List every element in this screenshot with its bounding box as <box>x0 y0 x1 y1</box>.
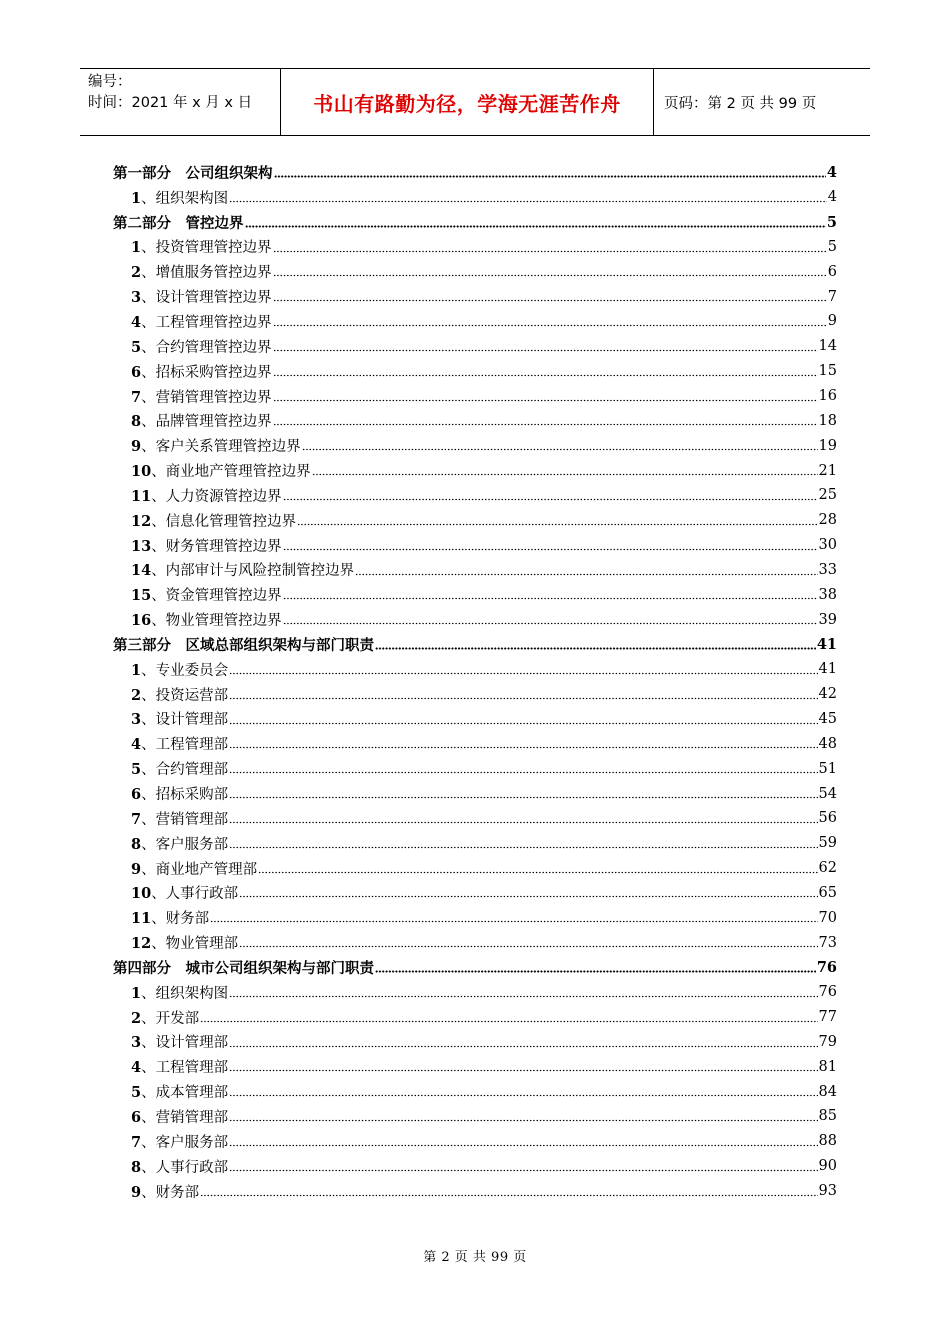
toc-subsection-entry[interactable] <box>113 359 837 384</box>
toc-entry-number: 11 <box>131 910 152 928</box>
toc-entry-number: 6 <box>131 363 142 381</box>
toc-entry-text: 、商业地产管理管控边界 <box>151 464 311 481</box>
toc-subsection-entry[interactable] <box>113 980 837 1005</box>
toc-entry-text: 、投资管理管控边界 <box>141 240 272 257</box>
toc-subsection-entry[interactable] <box>113 831 837 856</box>
toc-dot-leader <box>229 1079 817 1104</box>
toc-entry-text: 、设计管理部 <box>141 712 229 729</box>
toc-section-entry[interactable] <box>113 160 837 185</box>
toc-page-number: 56 <box>818 810 837 827</box>
toc-section-entry[interactable] <box>113 955 837 980</box>
toc-subsection-entry[interactable] <box>113 582 837 607</box>
time-label: 时间：2021 年 x 月 x 日 <box>88 95 253 111</box>
toc-page-number: 30 <box>818 537 837 554</box>
toc-dot-leader <box>239 880 817 905</box>
toc-entry-number: 8 <box>131 413 142 431</box>
toc-entry-text: 、成本管理部 <box>141 1085 229 1102</box>
toc-entry-title <box>131 982 228 1003</box>
toc-dot-leader <box>312 458 818 483</box>
toc-entry-number: 12 <box>131 512 152 530</box>
toc-subsection-entry[interactable] <box>113 284 837 309</box>
toc-page-number: 14 <box>818 338 837 355</box>
toc-entry-text: 、工程管理部 <box>141 1060 229 1077</box>
toc-subsection-entry[interactable] <box>113 558 837 583</box>
toc-entry-text: 、组织架构图 <box>141 985 229 1002</box>
toc-subsection-entry[interactable] <box>113 880 837 905</box>
toc-dot-leader <box>273 334 818 359</box>
toc-subsection-entry[interactable] <box>113 483 837 508</box>
toc-page-number: 85 <box>818 1108 837 1125</box>
toc-subsection-entry[interactable] <box>113 1079 837 1104</box>
toc-entry-title <box>131 659 228 680</box>
toc-section-entry[interactable] <box>113 210 837 235</box>
toc-dot-leader <box>229 1054 817 1079</box>
toc-entry-number: 14 <box>131 562 152 580</box>
toc-subsection-entry[interactable] <box>113 682 837 707</box>
toc-dot-leader <box>283 483 818 508</box>
toc-entry-title <box>131 1081 228 1102</box>
toc-entry-text: 第二部分 管控边界 <box>113 214 244 232</box>
toc-entry-title <box>113 212 244 233</box>
toc-entry-text: 、专业委员会 <box>141 662 229 679</box>
toc-entry-text: 、人力资源管控边界 <box>151 488 282 505</box>
toc-dot-leader <box>302 433 818 458</box>
toc-entry-text: 、合约管理管控边界 <box>141 339 272 356</box>
toc-dot-leader <box>229 185 827 210</box>
toc-entry-number: 7 <box>131 1133 142 1151</box>
toc-dot-leader <box>229 756 817 781</box>
number-label: 编号： <box>88 74 132 90</box>
toc-entry-title <box>131 410 272 431</box>
toc-subsection-entry[interactable] <box>113 1179 837 1204</box>
toc-entry-text: 、财务部 <box>151 911 210 928</box>
toc-dot-leader <box>273 359 818 384</box>
toc-dot-leader <box>229 1030 817 1055</box>
header-page-info-cell <box>654 69 870 135</box>
toc-subsection-entry[interactable] <box>113 607 837 632</box>
toc-entry-text: 、客户服务部 <box>141 836 229 853</box>
toc-dot-leader <box>273 259 827 284</box>
toc-page-number: 90 <box>818 1158 837 1175</box>
toc-entry-title <box>131 1007 199 1028</box>
toc-entry-title <box>131 932 238 953</box>
toc-subsection-entry[interactable] <box>113 707 837 732</box>
header-page-info: 页码：第 2 页 共 99 页 <box>664 95 817 112</box>
toc-page-number: 21 <box>818 462 837 479</box>
toc-dot-leader <box>375 632 816 657</box>
toc-entry-text: 、开发部 <box>141 1010 200 1027</box>
toc-entry-text: 第四部分 城市公司组织架构与部门职责 <box>113 959 374 977</box>
toc-dot-leader <box>273 408 818 433</box>
toc-entry-title <box>131 708 228 729</box>
toc-entry-number: 5 <box>131 338 142 356</box>
toc-entry-text: 、财务管理管控边界 <box>151 538 282 555</box>
toc-entry-text: 、组织架构图 <box>141 190 229 207</box>
toc-subsection-entry[interactable] <box>113 533 837 558</box>
toc-page-number: 76 <box>816 958 837 976</box>
toc-subsection-entry[interactable] <box>113 259 837 284</box>
toc-subsection-entry[interactable] <box>113 433 837 458</box>
toc-entry-number: 4 <box>131 736 142 754</box>
toc-page-number: 59 <box>818 835 837 852</box>
toc-page-number: 4 <box>826 163 837 181</box>
toc-page-number: 39 <box>818 611 837 628</box>
toc-entry-title <box>131 1031 228 1052</box>
toc-entry-number: 6 <box>131 786 142 804</box>
toc-entry-number: 1 <box>131 984 142 1002</box>
toc-entry-text: 、工程管理管控边界 <box>141 314 272 331</box>
toc-entry-number: 9 <box>131 1183 142 1201</box>
toc-subsection-entry[interactable] <box>113 657 837 682</box>
toc-entry-title <box>113 634 374 655</box>
toc-entry-number: 1 <box>131 189 142 207</box>
toc-dot-leader <box>273 235 827 260</box>
toc-entry-title <box>131 559 354 580</box>
toc-page-number: 33 <box>818 561 837 578</box>
toc-page-number: 77 <box>818 1009 837 1026</box>
toc-dot-leader <box>229 806 817 831</box>
toc-entry-title <box>131 1131 228 1152</box>
toc-entry-text: 、合约管理部 <box>141 762 229 779</box>
toc-entry-number: 10 <box>131 885 152 903</box>
toc-page-number: 62 <box>818 860 837 877</box>
toc-page-number: 93 <box>818 1183 837 1200</box>
toc-entry-number: 7 <box>131 810 142 828</box>
toc-entry-text: 、财务部 <box>141 1184 200 1201</box>
toc-subsection-entry[interactable] <box>113 1005 837 1030</box>
toc-subsection-entry[interactable] <box>113 1030 837 1055</box>
toc-entry-title <box>131 808 228 829</box>
toc-subsection-entry[interactable] <box>113 781 837 806</box>
toc-entry-number: 9 <box>131 860 142 878</box>
toc-entry-title <box>131 187 228 208</box>
toc-entry-number: 11 <box>131 487 152 505</box>
toc-entry-text: 、物业管理部 <box>151 936 239 953</box>
toc-entry-number: 9 <box>131 438 142 456</box>
toc-dot-leader <box>229 831 817 856</box>
toc-dot-leader <box>229 682 817 707</box>
toc-page-number: 4 <box>827 189 837 206</box>
toc-entry-number: 15 <box>131 587 152 605</box>
toc-page-number: 19 <box>818 437 837 454</box>
toc-entry-text: 第一部分 公司组织架构 <box>113 164 273 182</box>
toc-entry-number: 2 <box>131 686 142 704</box>
toc-subsection-entry[interactable] <box>113 309 837 334</box>
toc-dot-leader <box>273 384 818 409</box>
toc-entry-title <box>131 485 282 506</box>
toc-entry-number: 3 <box>131 711 142 729</box>
toc-page-number: 73 <box>818 934 837 951</box>
toc-dot-leader <box>229 731 817 756</box>
toc-entry-number: 1 <box>131 239 142 257</box>
toc-entry-title <box>131 386 272 407</box>
toc-page-number: 51 <box>818 760 837 777</box>
toc-page-number: 15 <box>818 363 837 380</box>
toc-subsection-entry[interactable] <box>113 384 837 409</box>
toc-dot-leader <box>274 160 826 185</box>
toc-entry-number: 5 <box>131 1084 142 1102</box>
toc-entry-title <box>131 584 282 605</box>
toc-subsection-entry[interactable] <box>113 856 837 881</box>
toc-entry-text: 、物业管理管控边界 <box>151 613 282 630</box>
toc-page-number: 9 <box>827 313 837 330</box>
toc-entry-title <box>131 783 228 804</box>
toc-page-number: 65 <box>818 884 837 901</box>
toc-entry-title <box>131 1106 228 1127</box>
toc-dot-leader <box>283 533 818 558</box>
toc-entry-title <box>131 684 228 705</box>
toc-entry-title <box>113 957 374 978</box>
page-footer: 第 2 页 共 99 页 <box>423 1250 527 1265</box>
toc-dot-leader <box>297 508 817 533</box>
toc-entry-text: 、增值服务管控边界 <box>141 265 272 282</box>
toc-entry-title <box>131 1156 228 1177</box>
toc-section-entry[interactable] <box>113 632 837 657</box>
toc-entry-title <box>131 460 311 481</box>
toc-entry-title <box>131 286 272 307</box>
toc-entry-number: 5 <box>131 761 142 779</box>
toc-subsection-entry[interactable] <box>113 408 837 433</box>
toc-entry-title <box>131 609 282 630</box>
toc-dot-leader <box>229 657 817 682</box>
toc-entry-title <box>131 336 272 357</box>
toc-entry-number: 12 <box>131 935 152 953</box>
toc-entry-text: 第三部分 区域总部组织架构与部门职责 <box>113 636 374 654</box>
toc-dot-leader <box>229 1129 817 1154</box>
toc-subsection-entry[interactable] <box>113 1154 837 1179</box>
toc-dot-leader <box>229 707 817 732</box>
toc-entry-title <box>131 1181 199 1202</box>
toc-dot-leader <box>239 930 817 955</box>
toc-entry-title <box>131 435 301 456</box>
toc-page-number: 70 <box>818 909 837 926</box>
toc-subsection-entry[interactable] <box>113 508 837 533</box>
toc-entry-number: 13 <box>131 537 152 555</box>
toc-page-number: 88 <box>818 1133 837 1150</box>
toc-entry-text: 、营销管理部 <box>141 1109 229 1126</box>
toc-dot-leader <box>229 1154 817 1179</box>
toc-dot-leader <box>229 781 817 806</box>
toc-dot-leader <box>229 1104 817 1129</box>
toc-subsection-entry[interactable] <box>113 756 837 781</box>
toc-subsection-entry[interactable] <box>113 905 837 930</box>
toc-entry-text: 、招标采购部 <box>141 787 229 804</box>
toc-page-number: 54 <box>818 785 837 802</box>
toc-dot-leader <box>245 210 826 235</box>
toc-entry-text: 、人事行政部 <box>151 886 239 903</box>
toc-page-number: 41 <box>816 635 837 653</box>
toc-entry-title <box>131 758 228 779</box>
toc-subsection-entry[interactable] <box>113 334 837 359</box>
toc-dot-leader <box>258 856 817 881</box>
toc-entry-text: 、信息化管理管控边界 <box>151 513 297 530</box>
toc-entry-text: 、招标采购管控边界 <box>141 364 272 381</box>
toc-entry-number: 16 <box>131 612 152 630</box>
toc-page-number: 5 <box>826 213 837 231</box>
toc-entry-text: 、客户服务部 <box>141 1134 229 1151</box>
toc-dot-leader <box>283 582 818 607</box>
toc-entry-number: 8 <box>131 835 142 853</box>
toc-dot-leader <box>200 1005 817 1030</box>
toc-entry-number: 8 <box>131 1158 142 1176</box>
toc-subsection-entry[interactable] <box>113 731 837 756</box>
toc-entry-title <box>131 733 228 754</box>
toc-page-number: 16 <box>818 388 837 405</box>
toc-subsection-entry[interactable] <box>113 930 837 955</box>
toc-subsection-entry[interactable] <box>113 806 837 831</box>
toc-entry-text: 、投资运营部 <box>141 687 229 704</box>
toc-subsection-entry[interactable] <box>113 458 837 483</box>
toc-entry-text: 、设计管理部 <box>141 1035 229 1052</box>
toc-page-number: 18 <box>818 412 837 429</box>
header-meta <box>80 69 281 135</box>
toc-page-number: 38 <box>818 586 837 603</box>
toc-entry-text: 、人事行政部 <box>141 1159 229 1176</box>
toc-entry-text: 、设计管理管控边界 <box>141 290 272 307</box>
toc-page-number: 6 <box>827 263 837 280</box>
toc-entry-title <box>131 361 272 382</box>
toc-entry-text: 、客户关系管理管控边界 <box>141 439 301 456</box>
toc-dot-leader <box>273 309 827 334</box>
toc-page-number: 81 <box>818 1058 837 1075</box>
toc-subsection-entry[interactable] <box>113 185 837 210</box>
toc-entry-text: 、资金管理管控边界 <box>151 588 282 605</box>
toc-dot-leader <box>375 955 816 980</box>
toc-dot-leader <box>273 284 827 309</box>
toc-dot-leader <box>210 905 817 930</box>
toc-page-number: 5 <box>827 238 837 255</box>
header-motto: 书山有路勤为径，学海无涯苦作舟 <box>313 91 621 116</box>
toc-subsection-entry[interactable] <box>113 235 837 260</box>
toc-page-number: 84 <box>818 1083 837 1100</box>
toc-entry-number: 2 <box>131 1009 142 1027</box>
toc-entry-title <box>131 311 272 332</box>
toc-entry-text: 、内部审计与风险控制管控边界 <box>151 563 355 580</box>
toc-page-number: 41 <box>818 661 837 678</box>
toc-entry-title <box>131 535 282 556</box>
toc-dot-leader <box>200 1179 817 1204</box>
toc-subsection-entry[interactable] <box>113 1054 837 1079</box>
toc-entry-text: 、商业地产管理部 <box>141 861 258 878</box>
header-motto-cell <box>281 69 654 135</box>
toc-entry-title <box>113 162 273 183</box>
toc-dot-leader <box>283 607 818 632</box>
toc-dot-leader <box>229 980 817 1005</box>
toc-entry-text: 、营销管理管控边界 <box>141 389 272 406</box>
toc-subsection-entry[interactable] <box>113 1129 837 1154</box>
toc-subsection-entry[interactable] <box>113 1104 837 1129</box>
toc-entry-number: 1 <box>131 661 142 679</box>
toc-page-number: 79 <box>818 1033 837 1050</box>
toc-entry-title <box>131 882 238 903</box>
toc-entry-title <box>131 907 209 928</box>
page-header <box>80 68 870 136</box>
toc-page-number: 48 <box>818 735 837 752</box>
toc-entry-number: 7 <box>131 388 142 406</box>
toc-entry-number: 2 <box>131 264 142 282</box>
toc-entry-number: 3 <box>131 289 142 307</box>
toc-page-number: 42 <box>818 686 837 703</box>
table-of-contents <box>113 160 837 1203</box>
toc-dot-leader <box>355 558 817 583</box>
toc-entry-number: 10 <box>131 463 152 481</box>
toc-entry-title <box>131 510 296 531</box>
toc-page-number: 45 <box>818 710 837 727</box>
toc-entry-number: 3 <box>131 1034 142 1052</box>
toc-entry-text: 、营销管理部 <box>141 811 229 828</box>
toc-entry-number: 6 <box>131 1108 142 1126</box>
toc-entry-text: 、工程管理部 <box>141 737 229 754</box>
toc-page-number: 28 <box>818 512 837 529</box>
toc-entry-title <box>131 858 257 879</box>
toc-entry-title <box>131 261 272 282</box>
toc-entry-title <box>131 236 272 257</box>
toc-entry-text: 、品牌管理管控边界 <box>141 414 272 431</box>
toc-entry-title <box>131 1056 228 1077</box>
toc-entry-number: 4 <box>131 313 142 331</box>
toc-entry-number: 4 <box>131 1059 142 1077</box>
toc-page-number: 76 <box>818 984 837 1001</box>
toc-page-number: 25 <box>818 487 837 504</box>
toc-page-number: 7 <box>827 288 837 305</box>
toc-entry-title <box>131 833 228 854</box>
